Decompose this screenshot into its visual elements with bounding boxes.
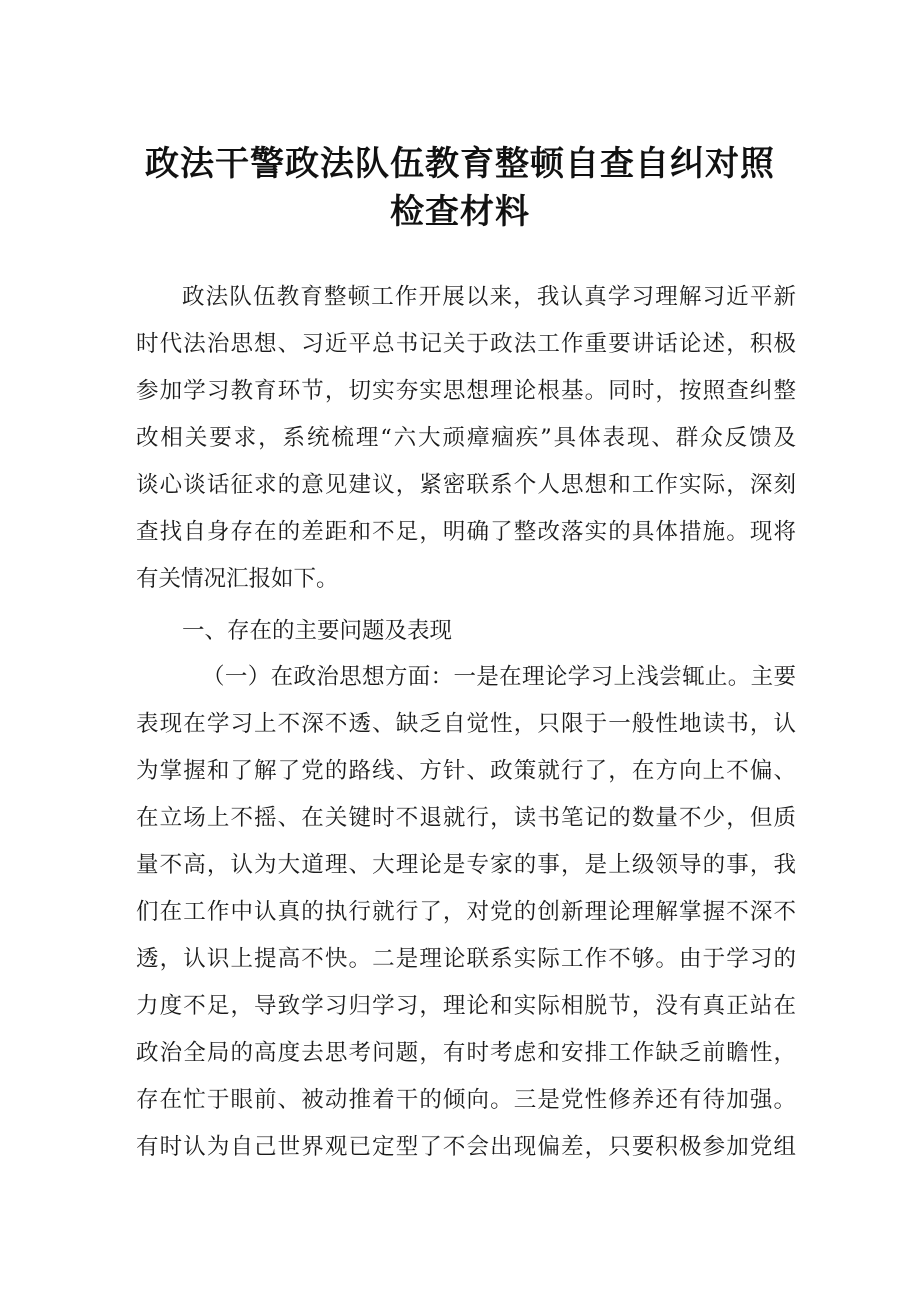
paragraph-line: 改相关要求，系统梳理“六大顽瘴痼疾”具体表现、群众反馈及 <box>136 425 796 451</box>
paragraph-line: 们在工作中认真的执行就行了，对党的创新理论理解掌握不深不 <box>136 899 796 925</box>
paragraph-line: 查找自身存在的差距和不足，明确了整改落实的具体措施。现将 <box>136 519 796 545</box>
section-heading <box>136 608 796 655</box>
paragraph-line: 有时认为自己世界观已定型了不会出现偏差，只要积极参加党组 <box>136 1134 796 1160</box>
document-title-line-2: 检查材料 <box>390 192 530 232</box>
intro-paragraph <box>136 274 796 603</box>
paragraph-line: 表现在学习上不深不透、缺乏自觉性，只限于一般性地读书，认 <box>136 711 796 737</box>
document-title-line-1: 政法干警政法队伍教育整顿自查自纠对照 <box>145 144 775 184</box>
paragraph-line: 有关情况汇报如下。 <box>136 566 339 592</box>
paragraph-line: 力度不足，导致学习归学习，理论和实际相脱节，没有真正站在 <box>136 993 796 1019</box>
paragraph-line: （一）在政治思想方面：一是在理论学习上浅尝辄止。主要 <box>202 664 796 690</box>
paragraph-line: 透，认识上提高不快。二是理论联系实际工作不够。由于学习的 <box>136 946 796 972</box>
paragraph-line: 政法队伍教育整顿工作开展以来，我认真学习理解习近平新 <box>182 284 796 310</box>
paragraph-line: 为掌握和了解了党的路线、方针、政策就行了，在方向上不偏、 <box>136 758 796 784</box>
paragraph-line: 参加学习教育环节，切实夯实思想理论根基。同时，按照查纠整 <box>136 378 796 404</box>
paragraph-line: 政治全局的高度去思考问题，有时考虑和安排工作缺乏前瞻性， <box>136 1040 796 1066</box>
paragraph-line: 谈心谈话征求的意见建议，紧密联系个人思想和工作实际，深刻 <box>136 472 796 498</box>
paragraph-line: 在立场上不摇、在关键时不退就行，读书笔记的数量不少，但质 <box>136 805 796 831</box>
political-thought-paragraph <box>136 654 796 1171</box>
paragraph-line: 时代法治思想、习近平总书记关于政法工作重要讲话论述，积极 <box>136 331 796 357</box>
section-heading-text: 一、存在的主要问题及表现 <box>182 618 453 644</box>
paragraph-line: 存在忙于眼前、被动推着干的倾向。三是党性修养还有待加强。 <box>136 1087 796 1113</box>
paragraph-line: 量不高，认为大道理、大理论是专家的事，是上级领导的事，我 <box>136 852 796 878</box>
